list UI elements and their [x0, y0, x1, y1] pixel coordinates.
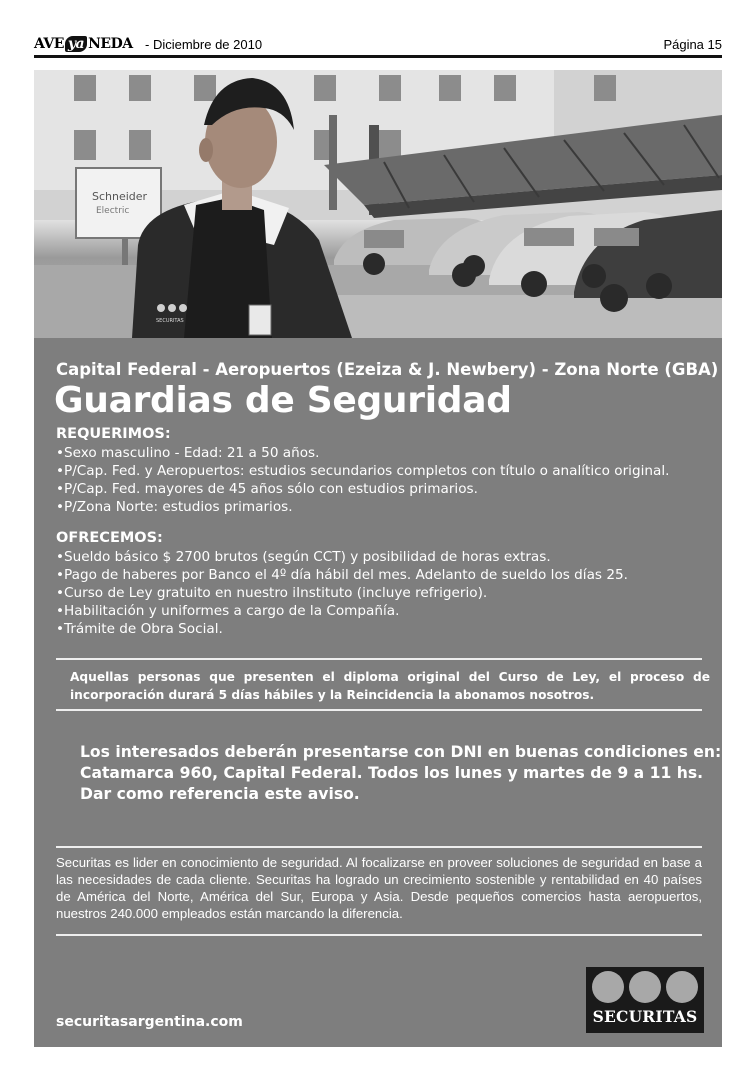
securitas-logo	[586, 967, 704, 1033]
application-instructions	[80, 742, 721, 805]
masthead-right: NEDA	[88, 36, 133, 52]
cta-line: Los interesados deberán presentarse con DNI en buenas condiciones en:	[80, 743, 722, 761]
page-number: Página 15	[663, 37, 722, 52]
job-title: Guardias de Seguridad	[54, 380, 512, 421]
company-description: Securitas es lider en conocimiento de seguridad. Al focalizarse en proveer soluciones de seguridad en base a las necesidades de cada cliente. Securitas ha logrado un crecimiento sostenible y rentabilidad en 40 países de América del Norte, América del Sur, Europa y Asia. Desde pequeños comercios hasta aeropuertos, nuestros 240.000 empleados están marcando la diferencia.	[56, 855, 702, 921]
offers-heading: OFRECEMOS:	[56, 530, 163, 546]
newspaper-masthead	[34, 36, 133, 52]
list-item: • Pago de haberes por Banco el 4º día hábil del mes. Adelanto de sueldo los días 25.	[56, 566, 628, 584]
divider	[56, 934, 702, 936]
offers-list	[56, 548, 628, 638]
job-locations: Capital Federal - Aeropuertos (Ezeiza & J. Newbery) - Zona Norte (GBA)	[56, 360, 719, 379]
requirements-list	[56, 444, 669, 516]
divider	[56, 846, 702, 848]
job-advertisement	[34, 70, 722, 1047]
list-item: • Curso de Ley gratuito en nuestro iInstituto (incluye refrigerio).	[56, 584, 628, 602]
course-note: Aquellas personas que presenten el diploma original del Curso de Ley, el proceso de incorporación durará 5 días hábiles y la Reincidencia la abonamos nosotros.	[70, 670, 710, 702]
divider	[56, 658, 702, 660]
logo-circle-icon	[629, 971, 661, 1003]
list-item: • P/Cap. Fed. y Aeropuertos: estudios secundarios completos con título o analítico original.	[56, 462, 669, 480]
requirements-heading: REQUERIMOS:	[56, 426, 171, 442]
list-item: • Sueldo básico $ 2700 brutos (según CCT) y posibilidad de horas extras.	[56, 548, 628, 566]
guard-patch-text: SECURITAS	[156, 318, 184, 324]
list-item: • P/Zona Norte: estudios primarios.	[56, 498, 669, 516]
list-item: • Trámite de Obra Social.	[56, 620, 628, 638]
page-header	[34, 33, 722, 58]
issue-date: - Diciembre de 2010	[145, 37, 263, 52]
logo-circle-icon	[666, 971, 698, 1003]
divider	[56, 709, 702, 711]
photo-sign-line2: Electric	[96, 206, 130, 216]
list-item: • P/Cap. Fed. mayores de 45 años sólo con estudios primarios.	[56, 480, 669, 498]
masthead-mid: ya	[65, 36, 87, 52]
photo-sign-line1: Schneider	[92, 190, 148, 203]
cta-line: Dar como referencia este aviso.	[80, 785, 360, 803]
masthead-left: AVE	[34, 36, 64, 52]
list-item: • Habilitación y uniformes a cargo de la Compañía.	[56, 602, 628, 620]
list-item: • Sexo masculino - Edad: 21 a 50 años.	[56, 444, 669, 462]
cta-line: Catamarca 960, Capital Federal. Todos los lunes y martes de 9 a 11 hs.	[80, 764, 704, 782]
guard-photo-illustration	[34, 70, 722, 338]
company-website-link[interactable]: securitasargentina.com	[56, 1014, 243, 1030]
guard-photo	[34, 70, 722, 338]
logo-circle-icon	[592, 971, 624, 1003]
logo-wordmark: SECURITAS	[592, 1007, 698, 1026]
